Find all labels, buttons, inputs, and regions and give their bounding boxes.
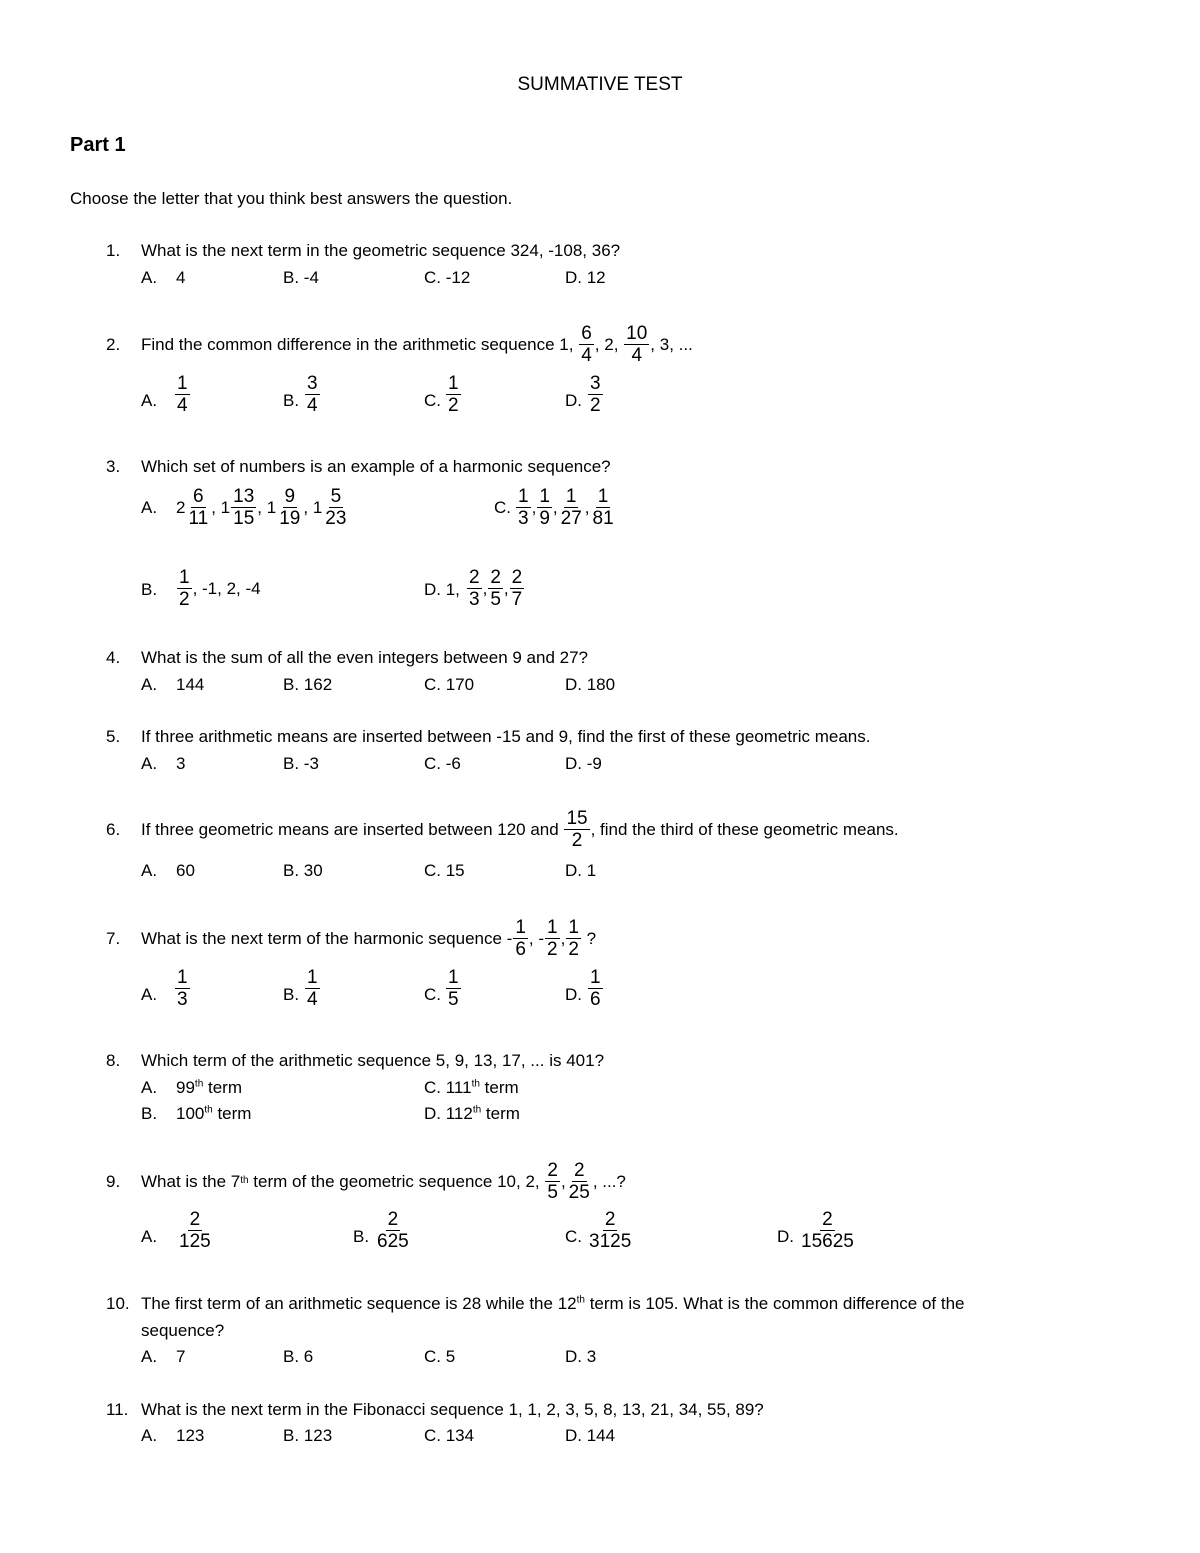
- question-number: 9.: [106, 1172, 121, 1191]
- ordinal-suffix: th: [576, 1294, 585, 1306]
- denominator: 9: [539, 507, 550, 529]
- option-d-fraction: [587, 374, 604, 415]
- question-text-pre: What is the 7: [141, 1171, 241, 1191]
- denominator: 2: [448, 395, 459, 416]
- question-text-pre: What is the next term of the harmonic sequence -: [141, 928, 513, 948]
- option-d-label: D.: [777, 1227, 794, 1246]
- option-d-fraction: [587, 968, 604, 1009]
- question-text-post: , 3, ...: [650, 334, 693, 354]
- option-a-label: A.: [141, 861, 158, 880]
- option-a-value: 3: [176, 754, 186, 773]
- option-d: D. -9: [565, 754, 602, 773]
- ordinal-number: C. 111: [424, 1078, 472, 1097]
- denominator: 2: [179, 588, 190, 610]
- numerator: 1: [448, 967, 459, 988]
- option-b-fraction: [374, 1210, 412, 1251]
- question-number: 4.: [106, 648, 121, 667]
- question-text: Which term of the arithmetic sequence 5, 9, 13, 17, ... is 401?: [141, 1051, 605, 1070]
- ordinal-number: 99: [176, 1078, 195, 1097]
- denominator: 5: [448, 989, 459, 1010]
- option-b-value: [176, 563, 261, 613]
- denominator: 4: [177, 395, 188, 416]
- term-word: term: [208, 1078, 242, 1097]
- question-number: 8.: [106, 1051, 121, 1070]
- ordinal-suffix: th: [204, 1104, 213, 1116]
- tail: , -1, 2, -4: [192, 578, 261, 598]
- numerator: 6: [193, 485, 204, 507]
- option-b: B. 162: [283, 675, 333, 694]
- option-a-value: 60: [176, 861, 195, 880]
- option-c: C. 5: [424, 1347, 456, 1366]
- fraction: [624, 324, 649, 365]
- option-b: B. -3: [283, 754, 319, 773]
- question-number: 5.: [106, 727, 121, 746]
- option-a-label: A.: [141, 754, 158, 773]
- denominator: 4: [307, 989, 318, 1010]
- whole: 1: [266, 497, 277, 517]
- option-c-label: C.: [494, 498, 511, 517]
- numerator: 1: [515, 916, 526, 938]
- option-d: D. 3: [565, 1347, 597, 1366]
- numerator: 13: [233, 485, 255, 507]
- numerator: 2: [387, 1209, 399, 1230]
- question-text: What is the 7 th term of the geometric sequence 10, 2, $\frac{2}{5}$ , $\frac{2}{25}$ , ...?: [141, 1159, 626, 1203]
- option-b-fraction: [304, 968, 321, 1009]
- denominator: 25: [568, 1181, 590, 1203]
- option-b: B. 123: [283, 1426, 333, 1445]
- option-a-label: A.: [141, 1426, 158, 1445]
- numerator: 1: [518, 485, 529, 507]
- denominator: 4: [631, 344, 643, 366]
- option-a-label: A.: [141, 985, 158, 1004]
- question-text-post: term is 105. What is the common difference of the: [589, 1294, 965, 1313]
- denominator: 2: [547, 938, 558, 960]
- question-text-pre: If three geometric means are inserted between 120 and: [141, 819, 559, 839]
- numerator: 2: [490, 566, 501, 588]
- numerator: 1: [565, 485, 577, 507]
- comma: ,: [584, 497, 590, 517]
- numerator: 1: [307, 967, 318, 988]
- option-d: D. 1: [565, 861, 597, 880]
- denominator: 3: [518, 507, 529, 529]
- denominator: 7: [511, 588, 523, 610]
- option-a-value: 123: [176, 1426, 205, 1445]
- comma: ,: [257, 497, 263, 517]
- option-b-label: B.: [283, 391, 300, 410]
- page-title: SUMMATIVE TEST: [517, 74, 683, 95]
- option-c-label: C.: [424, 391, 441, 410]
- numerator: 1: [590, 967, 601, 988]
- question-text: Which set of numbers is an example of a harmonic sequence?: [141, 457, 611, 476]
- option-d-label: D.: [565, 391, 582, 410]
- term-word: term: [484, 1078, 519, 1097]
- option-c-fraction: [586, 1210, 634, 1251]
- numerator: 3: [590, 373, 601, 394]
- question-number: 11.: [106, 1400, 129, 1419]
- denominator: 81: [592, 507, 614, 529]
- option-d-fraction: [798, 1210, 857, 1251]
- comma: ,: [211, 497, 216, 517]
- option-a-value: 4: [176, 268, 186, 287]
- denominator: 15: [233, 507, 255, 529]
- question-text-mid: , 2,: [594, 334, 619, 354]
- option-c: C. 15: [424, 861, 465, 880]
- numerator: 15: [566, 807, 588, 829]
- question-text: What is the sum of all the even integers between 9 and 27?: [141, 648, 588, 667]
- question-number: 3.: [106, 457, 121, 476]
- question-text-pre: The first term of an arithmetic sequence is 28 while the 12: [141, 1294, 577, 1313]
- option-d: D. 180: [565, 675, 616, 694]
- denominator: 3125: [589, 1231, 632, 1252]
- option-b: B. 30: [283, 861, 323, 880]
- numerator: 5: [330, 485, 342, 507]
- denominator: 2: [590, 395, 601, 416]
- numerator: 3: [307, 373, 318, 394]
- option-a-value: [176, 1079, 242, 1096]
- option-a-fraction: [174, 374, 191, 415]
- comma: ,: [503, 578, 509, 598]
- term-word: term: [485, 1104, 520, 1123]
- option-b: B. -4: [283, 268, 319, 287]
- term-word: term: [217, 1104, 252, 1123]
- question-text: What is the next term in the geometric sequence 324, -108, 36?: [141, 241, 621, 260]
- question-text-post: , find the third of these geometric means.: [590, 819, 899, 839]
- question-text: What is the next term in the Fibonacci sequence 1, 1, 2, 3, 5, 8, 13, 21, 34, 55, 89?: [141, 1400, 764, 1419]
- option-c-value: [515, 482, 617, 532]
- denominator: 125: [179, 1231, 211, 1252]
- option-b-label: B.: [141, 1104, 158, 1123]
- option-b-value: [176, 1105, 251, 1122]
- option-c: [424, 1079, 519, 1096]
- option-c-label: C.: [565, 1227, 582, 1246]
- option-a-fraction: [174, 968, 191, 1009]
- ordinal-suffix: th: [194, 1078, 204, 1090]
- instructions: Choose the letter that you think best answers the question.: [70, 189, 513, 208]
- numerator: 1: [179, 566, 190, 588]
- part-heading: Part 1: [70, 134, 126, 156]
- separator: ,: [560, 1171, 566, 1191]
- denominator: 2: [571, 829, 583, 851]
- numerator: 1: [568, 916, 579, 938]
- option-c: C. 170: [424, 675, 475, 694]
- question-number: 10.: [106, 1294, 130, 1313]
- option-b-label: B.: [353, 1227, 370, 1246]
- question-number: 7.: [106, 929, 121, 948]
- denominator: 27: [560, 507, 582, 529]
- numerator: 2: [573, 1159, 585, 1181]
- option-a-label: A.: [141, 1347, 158, 1366]
- numerator: 2: [469, 566, 480, 588]
- comma: ,: [303, 497, 309, 517]
- numerator: 1: [547, 916, 558, 938]
- question-text-pre: Find the common difference in the arithmetic sequence 1,: [141, 334, 574, 354]
- option-a-label: A.: [141, 1078, 158, 1097]
- option-a-fraction: [176, 1210, 214, 1251]
- option-d-label: D.: [565, 985, 582, 1004]
- numerator: 1: [597, 485, 609, 507]
- numerator: 1: [177, 373, 188, 394]
- denominator: 4: [581, 344, 592, 366]
- option-a-value: 144: [176, 675, 205, 694]
- option-a-value: [176, 482, 349, 532]
- option-c-fraction: [445, 374, 462, 415]
- denominator: 4: [307, 395, 318, 416]
- option-c-label: C.: [424, 985, 441, 1004]
- option-a-label: A.: [141, 498, 158, 517]
- option-b-label: B.: [283, 985, 300, 1004]
- option-a-label: A.: [141, 268, 158, 287]
- question-text-post: , ...?: [592, 1171, 626, 1191]
- denominator: 6: [515, 938, 526, 960]
- denominator: 15625: [801, 1231, 854, 1252]
- option-b-fraction: [304, 374, 321, 415]
- option-c: C. -12: [424, 268, 471, 287]
- separator: ,: [560, 928, 566, 948]
- whole: 1: [220, 497, 231, 517]
- whole: 2: [176, 497, 186, 517]
- whole: 1: [312, 497, 323, 517]
- option-a-value: 7: [176, 1347, 186, 1366]
- question-text-line2: sequence?: [141, 1321, 225, 1340]
- question-number: 6.: [106, 820, 121, 839]
- option-d-value: [466, 563, 525, 613]
- denominator: 11: [188, 507, 209, 529]
- ordinal-suffix: th: [471, 1078, 480, 1090]
- question-text: [141, 318, 693, 370]
- denominator: 2: [568, 938, 579, 960]
- numerator: 1: [539, 485, 550, 507]
- question-text-mid: term of the geometric sequence 10, 2,: [253, 1171, 540, 1191]
- denominator: 6: [590, 989, 601, 1010]
- question-number: 1.: [106, 241, 121, 260]
- ordinal-number: D. 112: [424, 1104, 473, 1123]
- option-a-label: A.: [141, 1227, 158, 1246]
- question-mark: ?: [586, 928, 597, 948]
- option-d: D. 144: [565, 1426, 616, 1445]
- fraction: [579, 324, 594, 365]
- numerator: 2: [189, 1209, 201, 1230]
- comma: ,: [552, 497, 558, 517]
- option-d: D. 12: [565, 268, 606, 287]
- denominator: 625: [377, 1231, 409, 1252]
- question-text: If three arithmetic means are inserted between -15 and 9, find the first of these geometric means.: [141, 727, 871, 746]
- numerator: 2: [511, 566, 523, 588]
- option-c: C. -6: [424, 754, 461, 773]
- numerator: 9: [284, 485, 296, 507]
- question-text: [141, 1295, 965, 1312]
- numerator: 1: [177, 967, 188, 988]
- denominator: 5: [490, 588, 501, 610]
- option-d: [424, 1105, 520, 1122]
- numerator: 2: [547, 1159, 558, 1181]
- denominator: 19: [279, 507, 301, 529]
- question-text: [141, 912, 596, 964]
- numerator: 2: [604, 1209, 616, 1230]
- numerator: 10: [626, 322, 648, 344]
- comma: ,: [531, 497, 537, 517]
- option-b: B. 6: [283, 1347, 314, 1366]
- question-number: 2.: [106, 335, 121, 354]
- ordinal-number: 100: [176, 1104, 205, 1123]
- option-a-label: A.: [141, 675, 158, 694]
- denominator: 23: [325, 507, 347, 529]
- denominator: 3: [177, 989, 188, 1010]
- question-text: [141, 803, 899, 855]
- numerator: 6: [581, 322, 592, 344]
- option-c: C. 134: [424, 1426, 475, 1445]
- denominator: 5: [547, 1181, 558, 1203]
- separator: , -: [528, 928, 545, 948]
- option-d-label: D. 1,: [424, 580, 460, 599]
- denominator: 3: [469, 588, 480, 610]
- option-b-label: B.: [141, 580, 158, 599]
- numerator: 1: [448, 373, 459, 394]
- ordinal-suffix: th: [472, 1104, 482, 1116]
- numerator: 2: [822, 1209, 833, 1230]
- option-c-fraction: [445, 968, 462, 1009]
- comma: ,: [482, 578, 488, 598]
- option-a-label: A.: [141, 391, 158, 410]
